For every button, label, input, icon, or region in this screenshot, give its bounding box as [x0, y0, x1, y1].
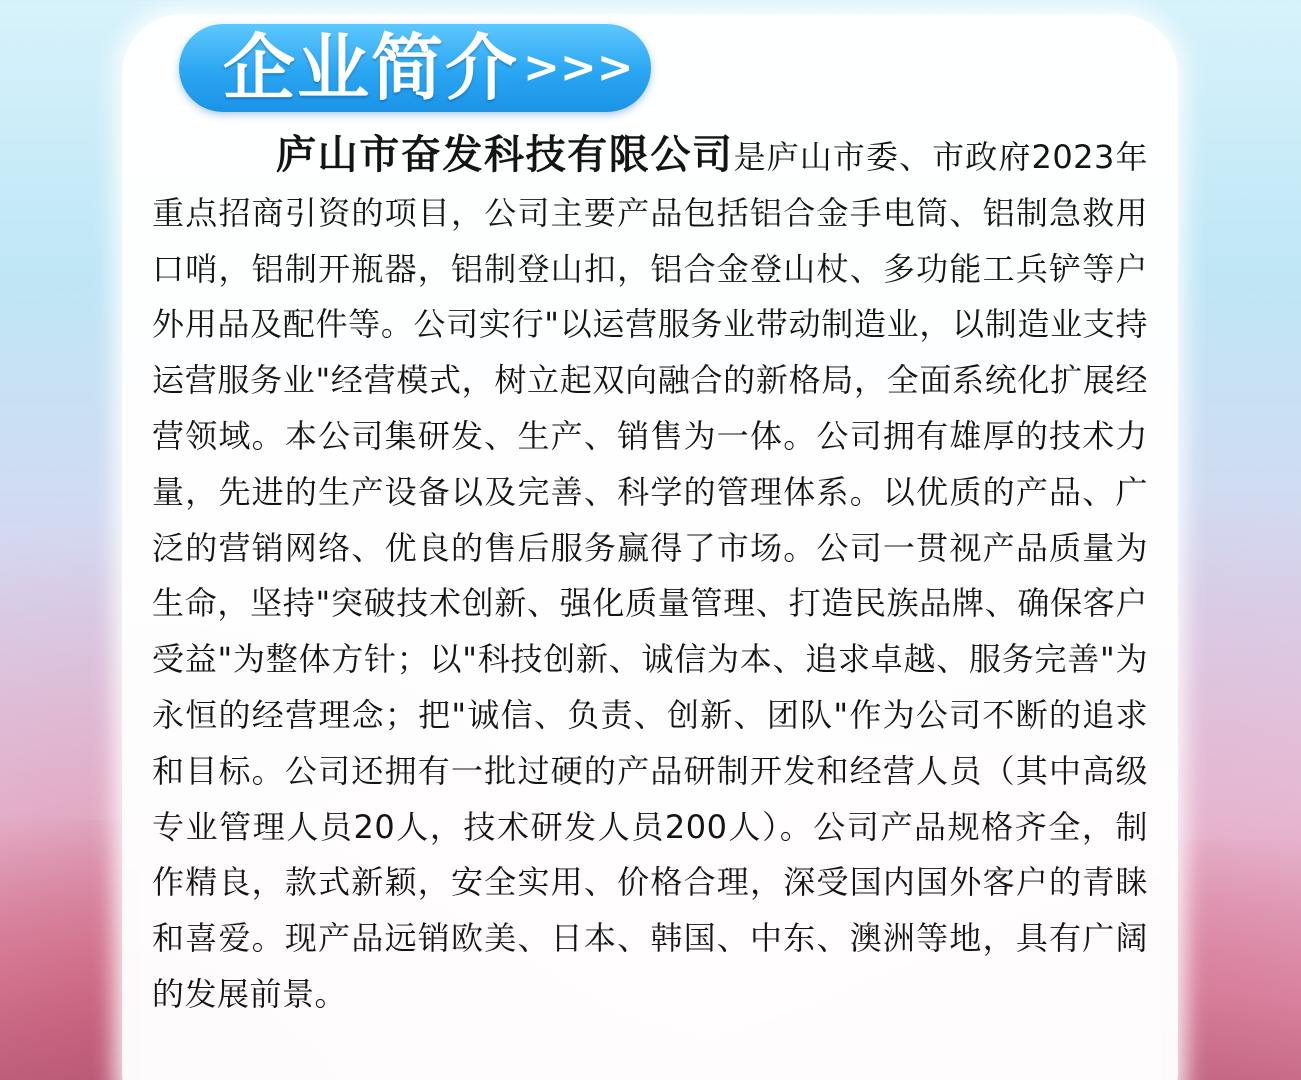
section-title: 企业简介: [223, 26, 520, 110]
title-arrows-icon: >>>: [523, 42, 634, 93]
background-landscape-left: [0, 820, 140, 1080]
background-landscape-right: [1161, 840, 1301, 1080]
intro-body-text: 是庐山市委、市政府2023年重点招商引资的项目，公司主要产品包括铝合金手电筒、铝制急救用口哨，铝制开瓶器，铝制登山扣，铝合金登山杖、多功能工兵铲等户外用品及配件等。公司实行"以运营服务业带动制造业，以制造业支持运营服务业"经营模式，树立起双向融合的新格局，全面系统化扩展经营领域。本公司集研发、生产、销售为一体。公司拥有雄厚的技术力量，先进的生产设备以及完善、科学的管理体系。以优质的产品、广泛的营销网络、优良的售后服务赢得了市场。公司一贯视产品质量为生命，坚持"突破技术创新、强化质量管理、打造民族品牌、确保客户受益"为整体方针；以"科技创新、诚信为本、追求卓越、服务完善"为永恒的经营理念；把"诚信、负责、创新、团队"作为公司不断的追求和目标。公司还拥有一批过硬的产品研制开发和经营人员（其中高级专业管理人员20人，技术研发人员200人）。公司产品规格齐全，制作精良，款式新颖，安全实用、价格合理，深受国内国外客户的青睐和喜爱。现产品远销欧美、日本、韩国、中东、澳洲等地，具有广阔的发展前景。: [152, 138, 1148, 1013]
company-name: 庐山市奋发科技有限公司: [276, 132, 734, 178]
company-intro-paragraph: [152, 128, 1148, 1023]
section-title-banner: [179, 24, 651, 112]
